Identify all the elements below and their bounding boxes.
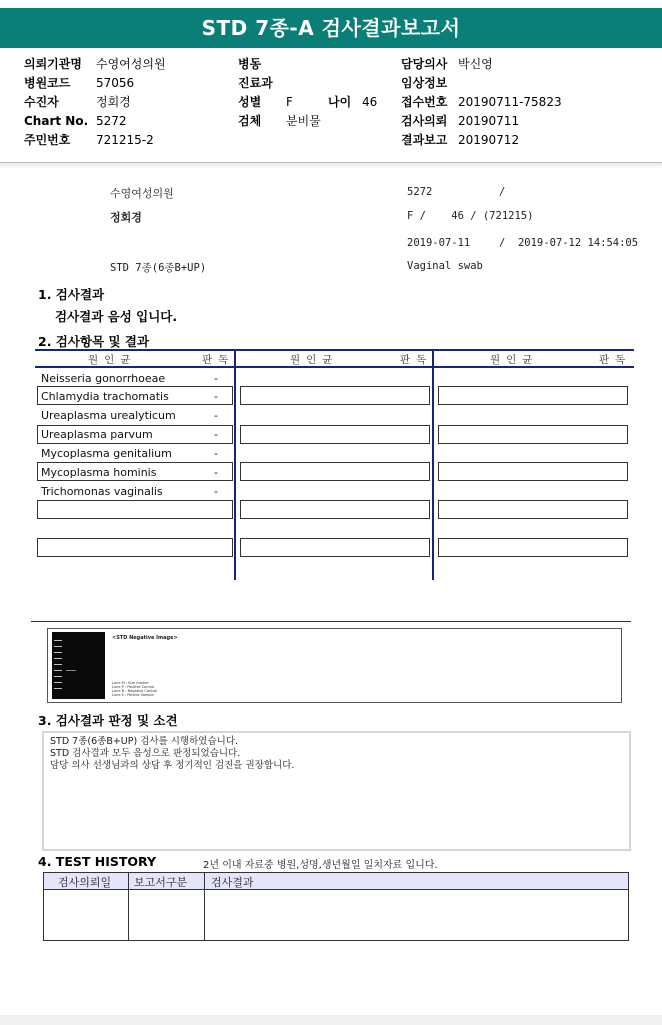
summary-test-name: STD 7종(6종B+UP): [110, 262, 207, 274]
organism-result: -: [214, 485, 218, 498]
history-col-request-date: 검사의뢰일: [58, 876, 112, 889]
gel-image: [52, 632, 105, 699]
result-row-box: [240, 462, 430, 481]
result-row-box: [37, 500, 233, 519]
result-row-box: [240, 386, 430, 405]
result-row-box: [438, 462, 628, 481]
history-col-divider-2: [204, 872, 205, 941]
ward-label: 병동: [238, 57, 262, 71]
chart-no-label: Chart No.: [24, 114, 89, 128]
gel-legend: [112, 681, 157, 697]
info-column-middle: [238, 55, 377, 131]
organism-result: -: [214, 372, 218, 385]
summary-sex-age: F / 46 / (721215): [407, 210, 534, 222]
gel-legend-4: Lane S : Patient Sample: [112, 693, 154, 697]
organism-result: -: [214, 428, 218, 441]
summary-hospital: 수영여성의원: [110, 187, 174, 200]
result-row-box: [37, 538, 233, 557]
gel-divider: [31, 621, 631, 622]
organism-result: -: [214, 409, 218, 422]
summary-date-reported: / 2019-07-12 14:54:05: [499, 237, 639, 249]
specimen-label: 검체: [238, 114, 262, 128]
gel-legend-1: Lane M : Size marker: [112, 681, 149, 685]
result-row-box: [240, 538, 430, 557]
summary-specimen: Vaginal swab: [407, 260, 483, 272]
patient-value: 정회경: [96, 95, 131, 109]
gel-caption: <STD Negative Image>: [112, 635, 178, 641]
comment-line: 담당 의사 선생님과의 상담 후 정기적인 검진을 권장합니다.: [50, 760, 295, 771]
history-col-report-type: 보고서구분: [134, 876, 188, 889]
doctor-value: 박신영: [458, 57, 493, 71]
history-note: 2년 이내 자료중 병원,성명,생년월일 일치자료 입니다.: [203, 860, 438, 871]
history-col-divider-1: [128, 872, 129, 941]
history-table-header: [43, 872, 629, 890]
gel-legend-3: Lane N : Negative Control: [112, 689, 158, 693]
result-row-box: [438, 538, 628, 557]
history-col-result: 검사결과: [211, 876, 254, 889]
age-label: 나이: [328, 95, 352, 109]
col-organism-header-1: 원인균: [88, 354, 137, 366]
summary-date-received: 2019-07-11: [407, 237, 471, 249]
organism-result: -: [214, 466, 218, 479]
result-row-box: [240, 500, 430, 519]
col-organism-header-2: 원인균: [290, 354, 339, 366]
comment-line: STD 검사결과 모두 음성으로 판정되었습니다.: [50, 748, 241, 759]
specimen-value: 분비물: [286, 114, 321, 128]
history-table-body: [43, 890, 629, 941]
organism-result: -: [214, 447, 218, 460]
summary-patient: 정회경: [110, 211, 142, 224]
organism-name: Trichomonas vaginalis: [41, 485, 163, 498]
section3-title: 3. 검사결과 판정 및 소견: [38, 713, 178, 728]
table-top-rule: [35, 349, 634, 351]
result-row-box: [240, 425, 430, 444]
summary-chart: 5272: [407, 186, 433, 198]
organism-result: -: [214, 390, 218, 403]
hospital-value: 수영여성의원: [96, 57, 166, 71]
result-row-box: [438, 500, 628, 519]
result-row-box: [438, 425, 628, 444]
organism-name: Chlamydia trachomatis: [41, 390, 169, 403]
section1-result: 검사결과 음성 입니다.: [55, 309, 178, 324]
section1-title: 1. 검사결과: [38, 287, 105, 302]
table-col-divider-1: [234, 349, 236, 580]
section2-title: 2. 검사항목 및 결과: [38, 334, 150, 349]
col-judgement-header-1: 판독: [202, 354, 235, 366]
hospital-label: 의뢰기관명: [24, 57, 82, 71]
section4-title: 4. TEST HISTORY: [38, 854, 157, 869]
col-organism-header-3: 원인균: [490, 354, 539, 366]
footer-strip: [0, 1015, 662, 1025]
summary-slash: /: [499, 186, 506, 198]
info-column-left: [24, 55, 166, 150]
comment-text: [50, 736, 294, 772]
hospital-code-value: 57056: [96, 76, 135, 90]
report-date-label: 결과보고: [401, 133, 448, 147]
table-col-divider-2: [432, 349, 434, 580]
sex-label: 성별: [238, 95, 262, 109]
organism-name: Mycoplasma hominis: [41, 466, 157, 479]
col-judgement-header-3: 판독: [599, 354, 632, 366]
department-label: 진료과: [238, 76, 273, 90]
clinical-info-label: 임상정보: [401, 76, 448, 90]
gel-legend-2: Lane P : Positive Control: [112, 685, 155, 689]
patient-label: 수진자: [24, 95, 59, 109]
receipt-no-label: 접수번호: [401, 95, 448, 109]
col-judgement-header-2: 판독: [400, 354, 433, 366]
report-title: STD 7종-A 검사결과보고서: [0, 8, 662, 48]
age-value: 46: [362, 95, 378, 109]
request-date-label: 검사의뢰: [401, 114, 448, 128]
organism-name: Ureaplasma urealyticum: [41, 409, 176, 422]
request-date-value: 20190711: [458, 114, 520, 128]
comment-line: STD 7종(6종B+UP) 검사를 시행하였습니다.: [50, 736, 239, 747]
report-date-value: 20190712: [458, 133, 520, 147]
doctor-label: 담당의사: [401, 57, 448, 71]
resident-id-label: 주민번호: [24, 133, 71, 147]
hospital-code-label: 병원코드: [24, 76, 71, 90]
header-shadow: [0, 163, 662, 169]
organism-name: Ureaplasma parvum: [41, 428, 153, 441]
organism-name: Neisseria gonorrhoeae: [41, 372, 166, 385]
receipt-no-value: 20190711-75823: [458, 95, 562, 109]
sex-value: F: [286, 95, 293, 109]
info-column-right: [401, 55, 562, 150]
organism-name: Mycoplasma genitalium: [41, 447, 172, 460]
resident-id-value: 721215-2: [96, 133, 154, 147]
result-row-box: [438, 386, 628, 405]
chart-no-value: 5272: [96, 114, 127, 128]
